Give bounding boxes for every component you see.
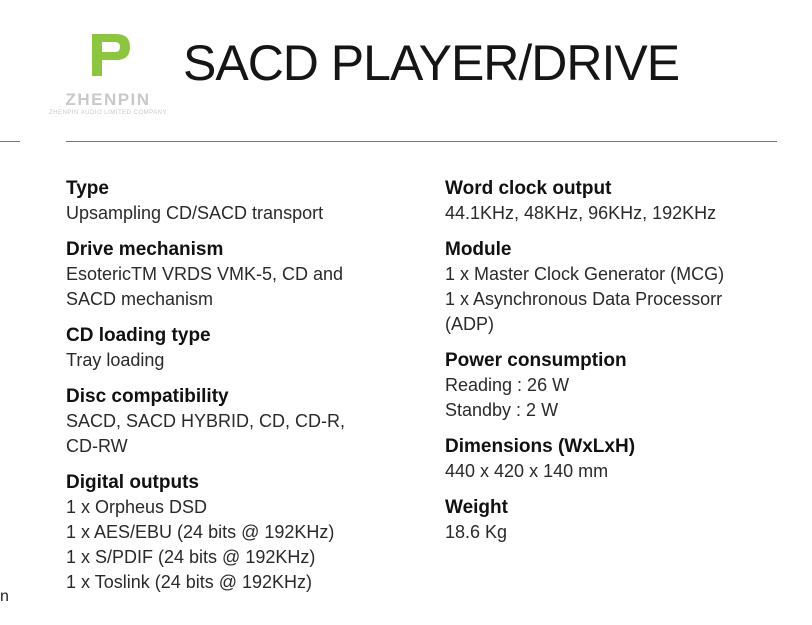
spec-label: Power consumption — [445, 350, 627, 371]
spec-item — [66, 177, 416, 226]
spec-value: 1 x S/PDIF (24 bits @ 192KHz) — [66, 547, 316, 567]
spec-label: Dimensions (WxLxH) — [445, 436, 636, 457]
spec-value: 1 x Orpheus DSD — [66, 497, 208, 517]
spec-item — [66, 324, 416, 373]
spec-value: Standby : 2 W — [445, 400, 559, 420]
edge-text-fragment: n — [0, 588, 9, 605]
brand-name: ZHENPIN — [65, 90, 151, 109]
brand-tagline: ZHENPIN AUDIO LIMITED COMPANY — [48, 110, 168, 116]
spec-value: 1 x AES/EBU (24 bits @ 192KHz) — [66, 522, 335, 542]
divider-left — [0, 141, 20, 142]
spec-value: 440 x 420 x 140 mm — [445, 461, 609, 481]
spec-label: Word clock output — [445, 178, 612, 199]
spec-value: 1 x Asynchronous Data Processorr — [445, 289, 723, 309]
spec-item — [445, 238, 785, 337]
spec-value: 44.1KHz, 48KHz, 96KHz, 192KHz — [445, 203, 717, 223]
spec-label: Digital outputs — [66, 472, 199, 493]
spec-item — [66, 471, 416, 595]
spec-item — [445, 496, 785, 545]
spec-value: (ADP) — [445, 314, 494, 334]
spec-column-left — [66, 177, 416, 607]
spec-item — [66, 385, 416, 459]
brand-logo — [44, 30, 172, 122]
spec-value: SACD mechanism — [66, 289, 214, 309]
spec-value: SACD, SACD HYBRID, CD, CD-R, — [66, 411, 346, 431]
spec-value: 1 x Toslink (24 bits @ 192KHz) — [66, 572, 313, 592]
spec-label: Weight — [445, 497, 508, 518]
spec-label: Type — [66, 178, 109, 199]
spec-label: Module — [445, 239, 512, 260]
spec-item — [445, 349, 785, 423]
page-title: SACD PLAYER/DRIVE — [183, 35, 680, 91]
spec-label: Drive mechanism — [66, 239, 224, 260]
spec-item — [445, 177, 785, 226]
spec-value: 18.6 Kg — [445, 522, 508, 542]
spec-label: CD loading type — [66, 325, 211, 346]
spec-value: Upsampling CD/SACD transport — [66, 203, 324, 223]
spec-value: CD-RW — [66, 436, 128, 456]
spec-value: Tray loading — [66, 350, 165, 370]
spec-label: Disc compatibility — [66, 386, 229, 407]
spec-value: 1 x Master Clock Generator (MCG) — [445, 264, 725, 284]
spec-value: Reading : 26 W — [445, 375, 570, 395]
zhenpin-logo-icon — [88, 30, 134, 80]
spec-item — [66, 238, 416, 312]
spec-item — [445, 435, 785, 484]
spec-column-right — [445, 177, 785, 557]
divider-main — [66, 141, 777, 142]
spec-value: EsotericTM VRDS VMK-5, CD and — [66, 264, 344, 284]
